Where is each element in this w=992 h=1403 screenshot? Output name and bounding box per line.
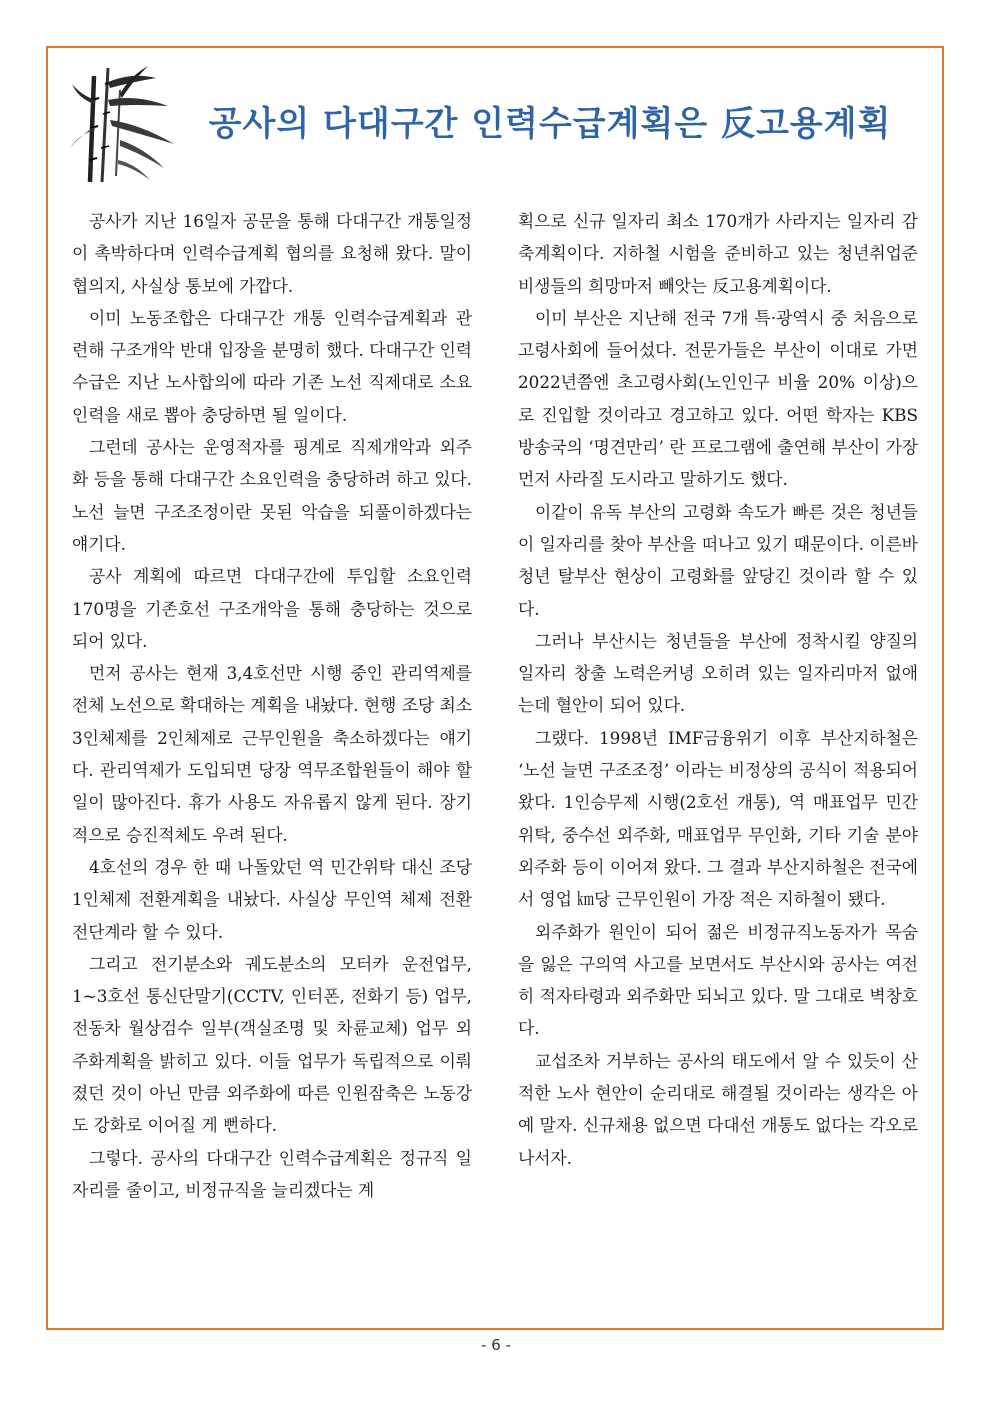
bamboo-icon xyxy=(70,64,180,182)
paragraph: 교섭조차 거부하는 공사의 태도에서 알 수 있듯이 산적한 노사 현안이 순리대로 해결될 것이라는 생각은 아예 말자. 신규채용 없으면 다대선 개통도 없다는 각오로 나서자. xyxy=(518,1050,918,1168)
paragraph: 먼저 공사는 현재 3,4호선만 시행 중인 관리역제를 전체 노선으로 확대하는 계획을 내놨다. 현행 조당 최소 3인체제를 2인체제로 근무인원을 축소하겠다는 얘기다. 관리역제가 도입되면 당장 역무조합원들이 해야 할 일이 많아진다. 휴가 사용도 자유롭지 않게 된다. 장기적으로 승진적체도 우려 된다. xyxy=(72,663,472,845)
paragraph: 4호선의 경우 한 때 나돌았던 역 민간위탁 대신 조당 1인체제 전환계획을 내놨다. 사실상 무인역 체제 전환 전단계라 할 수 있다. xyxy=(72,856,472,942)
paragraph: 그리고 전기분소와 궤도분소의 모터카 운전업무, 1~3호선 통신단말기(CCTV, 인터폰, 전화기 등) 업무, 전동차 월상검수 일부(객실조명 및 차륜교체) 업무 외주화계획을 밝히고 있다. 이들 업무가 독립적으로 이뤄졌던 것이 아닌 만큼 외주화에 따른 인원잠축은 노동강도 강화로 이어질 게 뻔하다. xyxy=(72,953,472,1136)
paragraph: 그렇다. 공사의 다대구간 인력수급계획은 정규직 일자리를 줄이고, 비정규직을 늘리겠다는 계 xyxy=(72,1147,472,1200)
page-number: - 6 - xyxy=(481,1336,511,1354)
paragraph: 이같이 유독 부산의 고령화 속도가 빠른 것은 청년들이 일자리를 찾아 부산을 떠나고 있기 때문이다. 이른바 청년 탈부산 현상이 고령화를 앞당긴 것이라 할 수 있다. xyxy=(518,501,918,619)
left-column xyxy=(72,205,472,1206)
paragraph: 이미 부산은 지난해 전국 7개 특·광역시 중 처음으로 고령사회에 들어섰다. 전문가들은 부산이 이대로 가면 2022년쯤엔 초고령사회(노인인구 비율 20% 이상)으로 진입할 것이라고 경고하고 있다. 어떤 학자는 KBS 방송국의 ‘명견만리’ 란 프로그램에 출연해 부산이 가장 먼저 사라질 도시라고 말하기도 했다. xyxy=(518,307,918,490)
paragraph: 그런데 공사는 운영적자를 핑계로 직제개악과 외주화 등을 통해 다대구간 소요인력을 충당하려 하고 있다. 노선 늘면 구조조정이란 못된 악습을 되풀이하겠다는 얘기다. xyxy=(72,437,472,554)
paragraph: 이미 노동조합은 다대구간 개통 인력수급계획과 관련해 구조개악 반대 입장을 분명히 했다. 다대구간 인력수급은 지난 노사합의에 따라 기존 노선 직제대로 소요인력을 새로 뽑아 충당하면 될 일이다. xyxy=(72,307,472,425)
paragraph: 그랬다. 1998년 IMF금융위기 이후 부산지하철은 ‘노선 늘면 구조조정’ 이라는 비정상의 공식이 적용되어 왔다. 1인승무제 시행(2호선 개통), 역 매표업무 민간위탁, 중수선 외주화, 매표업무 무인화, 기타 기술 분야 외주화 등이 이어져 왔다. 그 결과 부산지하철은 전국에서 영업 ㎞당 근무인원이 가장 적은 지하철이 됐다. xyxy=(518,727,918,910)
paragraph: 획으로 신규 일자리 최소 170개가 사라지는 일자리 감축계획이다. 지하철 시험을 준비하고 있는 청년취업준비생들의 희망마저 빼앗는 反고용계획이다. xyxy=(518,211,918,296)
paragraph: 그러나 부산시는 청년들을 부산에 정착시킬 양질의 일자리 창출 노력은커녕 오히려 있는 일자리마저 없애는데 혈안이 되어 있다. xyxy=(518,630,918,716)
paragraph: 공사 계획에 따르면 다대구간에 투입할 소요인력 170명을 기존호선 구조개악을 통해 충당하는 것으로 되어 있다. xyxy=(72,566,472,651)
right-column xyxy=(518,205,918,1174)
paragraph: 공사가 지난 16일자 공문을 통해 다대구간 개통일정이 촉박하다며 인력수급계획 협의를 요청해 왔다. 말이 협의지, 사실상 통보에 가깝다. xyxy=(72,211,472,296)
article-title: 공사의 다대구간 인력수급계획은 反고용계획 xyxy=(208,104,892,144)
paragraph: 외주화가 원인이 되어 젊은 비정규직노동자가 목숨을 잃은 구의역 사고를 보면서도 부산시와 공사는 여전히 적자타령과 외주화만 되뇌고 있다. 말 그대로 벽창호다. xyxy=(518,921,918,1039)
